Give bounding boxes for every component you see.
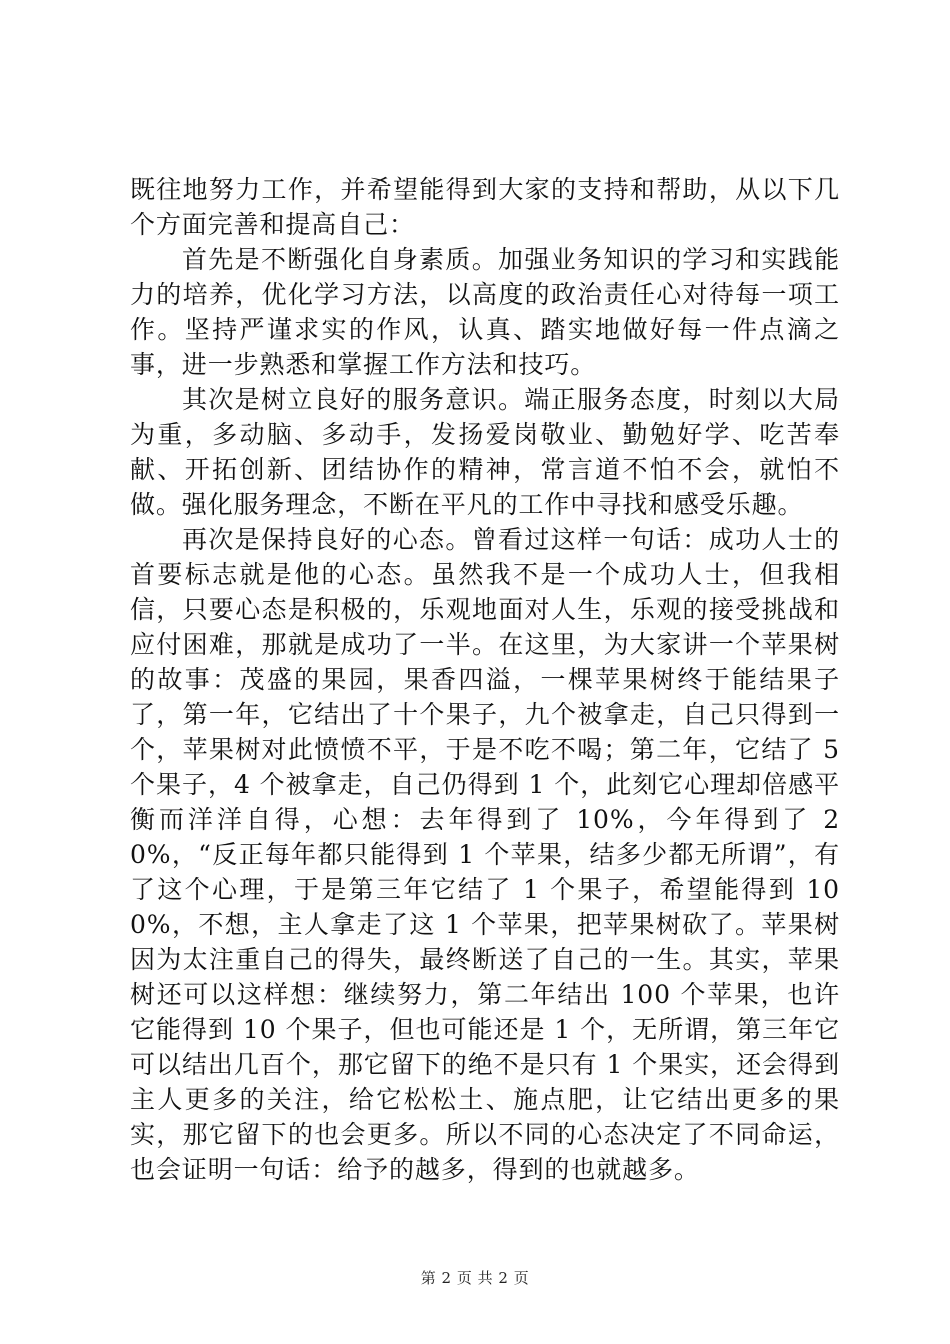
- paragraph-intro: 既往地努力工作，并希望能得到大家的支持和帮助，从以下几个方面完善和提高自己：: [130, 175, 840, 239]
- paragraph-service-awareness: 其次是树立良好的服务意识。端正服务态度，时刻以大局为重，多动脑、多动手，发扬爱岗敬业、勤勉好学、吃苦奉献、开拓创新、团结协作的精神，常言道不怕不会，就怕不做。强化服务理念，不断在平凡的工作中寻找和感受乐趣。: [130, 385, 840, 519]
- page-number-footer: 第 2 页 共 2 页: [420, 1269, 530, 1287]
- document-body: [130, 172, 840, 1187]
- paragraph-good-attitude: 再次是保持良好的心态。曾看过这样一句话：成功人士的首要标志就是他的心态。虽然我不是一个成功人士，但我相信，只要心态是积极的，乐观地面对人生，乐观的接受挑战和应付困难，那就是成功了一半。在这里，为大家讲一个苹果树的故事：茂盛的果园，果香四溢，一棵苹果树终于能结果子了，第一年，它结出了十个果子，九个被拿走，自己只得到一个，苹果树对此愤愤不平，于是不吃不喝；第二年，它结了 5 个果子，4 个被拿走，自己仍得到 1 个，此刻它心理却倍感平衡而洋洋自得，心想：去年得到了 10%，今年得到了 20%，“反正每年都只能得到 1 个苹果，结多少都无所谓”，有了这个心理，于是第三年它结了 1 个果子，希望能得到 100%，不想，主人拿走了这 1 个苹果，把苹果树砍了。苹果树因为太注重自己的得失，最终断送了自己的一生。其实，苹果树还可以这样想：继续努力，第二年结出 100 个苹果，也许它能得到 10 个果子，但也可能还是 1 个，无所谓，第三年它可以结出几百个，那它留下的绝不是只有 1 个果实，还会得到主人更多的关注，给它松松土、施点肥，让它结出更多的果实，那它留下的也会更多。所以不同的心态决定了不同命运，也会证明一句话：给予的越多，得到的也就越多。: [130, 525, 840, 1184]
- paragraph-self-quality: 首先是不断强化自身素质。加强业务知识的学习和实践能力的培养，优化学习方法，以高度的政治责任心对待每一项工作。坚持严谨求实的作风，认真、踏实地做好每一件点滴之事，进一步熟悉和掌握工作方法和技巧。: [130, 245, 840, 379]
